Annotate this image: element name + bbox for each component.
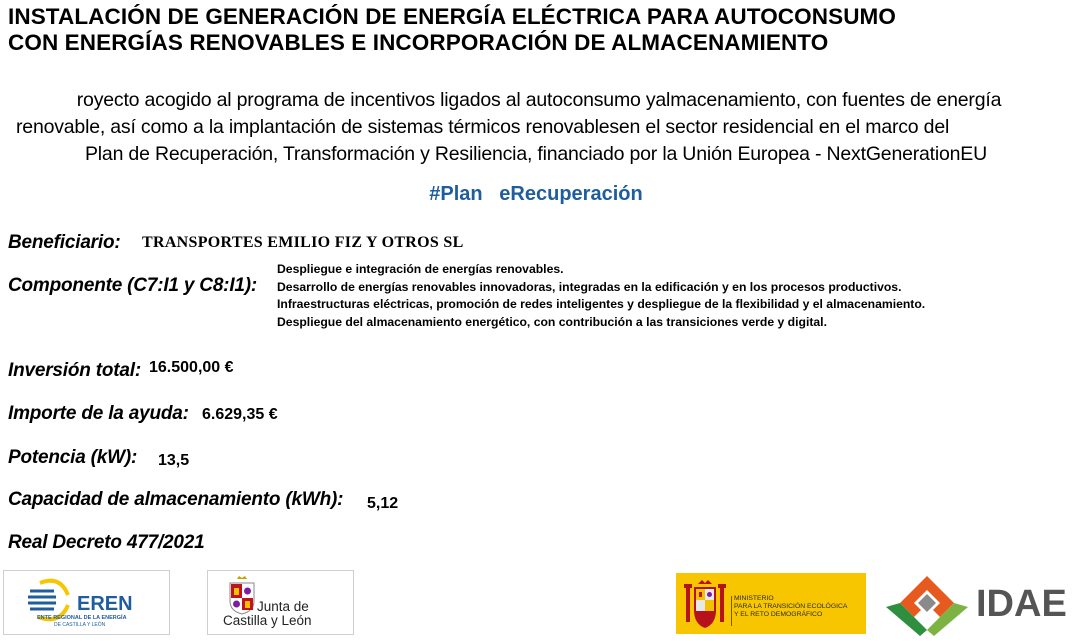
componente-item: Desarrollo de energías renovables innovadoras, integradas en la edificación y en los procesos productivos. <box>277 279 902 294</box>
inversion-value: 16.500,00 € <box>149 359 234 376</box>
intro-line-2: renovable, así como a la implantación de sistemas térmicos renovablesen el sector residencial en el marco del <box>16 116 950 138</box>
title-line-1: INSTALACIÓN DE GENERACIÓN DE ENERGÍA ELÉCTRICA PARA AUTOCONSUMO <box>8 4 896 29</box>
page-title <box>8 4 1068 56</box>
idae-diamond-icon <box>882 572 972 638</box>
title-line-2: CON ENERGÍAS RENOVABLES E INCORPORACIÓN DE ALMACENAMIENTO <box>8 30 829 55</box>
inversion-label: Inversión total: <box>8 360 141 381</box>
ministerio-logo <box>676 573 866 634</box>
eren-name: EREN <box>77 593 133 615</box>
beneficiario-value: TRANSPORTES EMILIO FIZ Y OTROS SL <box>142 234 464 251</box>
ministerio-text <box>734 595 847 619</box>
potencia-label: Potencia (kW): <box>8 447 138 468</box>
ayuda-label: Importe de la ayuda: <box>8 403 189 424</box>
junta-logo <box>207 570 354 635</box>
componente-item: Despliegue e integración de energías renovables. <box>277 262 564 276</box>
componente-list <box>277 261 925 331</box>
spain-coat-of-arms-icon <box>684 578 726 630</box>
hashtag: #Plan eRecuperación <box>429 183 643 205</box>
intro-text <box>10 87 1062 168</box>
junta-line-1: Junta de <box>257 599 309 614</box>
real-decreto: Real Decreto 477/2021 <box>8 532 205 553</box>
intro-line-1: royecto acogido al programa de incentivos ligados al autoconsumo yalmacenamiento, con fuentes de energía <box>76 89 1002 111</box>
componente-item: Infraestructuras eléctricas, promoción de redes inteligentes y despliegue de la flexibilidad y el almacenamiento. <box>277 297 926 311</box>
junta-line-2: Castilla y León <box>223 613 312 628</box>
eren-subtitle-1: ENTE REGIONAL DE LA ENERGÍA <box>37 615 127 621</box>
capacidad-value: 5,12 <box>367 495 399 512</box>
ministerio-line-2: PARA LA TRANSICIÓN ECOLÓGICA <box>734 603 848 610</box>
ministerio-divider <box>731 596 732 626</box>
componente-item: Despliegue del almacenamiento energético, con contribución a las transiciones verde y digital. <box>277 314 827 329</box>
eren-subtitle-2: DE CASTILLA Y LEÓN <box>54 622 106 628</box>
componente-label: Componente (C7:I1 y C8:I1): <box>8 275 258 296</box>
beneficiario-label: Beneficiario: <box>8 232 121 253</box>
idae-name: IDAE <box>976 583 1067 625</box>
ministerio-line-1: MINISTERIO <box>734 595 774 602</box>
ministerio-line-3: Y EL RETO DEMOGRÁFICO <box>734 611 823 618</box>
capacidad-label: Capacidad de almacenamiento (kWh): <box>8 489 344 510</box>
eren-logo <box>3 570 170 635</box>
potencia-value: 13,5 <box>158 452 190 469</box>
castilla-leon-shield-icon <box>228 575 256 615</box>
ayuda-value: 6.629,35 € <box>202 406 278 423</box>
intro-line-3: Plan de Recuperación, Transformación y Resiliencia, financiado por la Unión Europea - NextGenerationEU <box>84 143 987 165</box>
idae-logo <box>882 572 1070 638</box>
